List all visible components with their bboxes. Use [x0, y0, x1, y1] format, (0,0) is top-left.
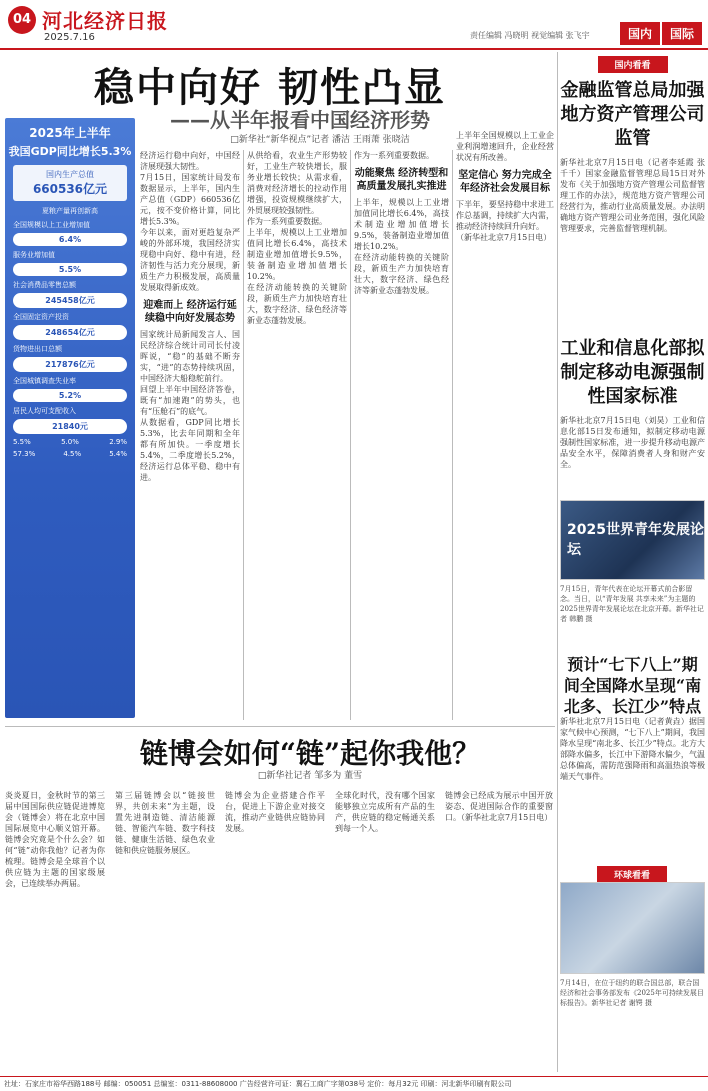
stat-label: 全国城镇调查失业率: [13, 377, 76, 385]
main-story-col3: [354, 150, 449, 720]
paragraph: 从供给看，农业生产形势较好，工业生产较快增长，服务业增长较快；从需求看，消费对经济增长的拉动作用增强，投资规模继续扩大，外贸展现较强韧性。: [247, 151, 347, 215]
main-story-col2: [247, 150, 347, 720]
column-rule: [557, 52, 558, 1072]
stat-value: 248654亿元: [13, 325, 127, 340]
forum-photo: [560, 500, 705, 580]
paragraph: 上半年全国规模以上工业企业利润增速回升，企业经营状况有所改善。: [456, 131, 554, 162]
stat-row: [13, 344, 127, 354]
paragraph: 经济运行稳中向好，中国经济展现强大韧性。: [140, 151, 240, 171]
footer: 社址：石家庄市裕华西路188号 邮编：050051 总编室：0311-88608000 广告经营许可证：冀石工商广字第038号 定价：每月32元 印刷：河北新华印刷有限公司: [0, 1076, 708, 1091]
stat-row: [13, 376, 127, 386]
stat-label: 服务业增加值: [13, 251, 55, 259]
section-subhead: 迎难而上 经济运行延续稳中向好发展态势: [143, 300, 237, 324]
section-tag-global: 环球看看: [597, 866, 667, 883]
pill-row: [13, 450, 127, 458]
stat-row: [13, 280, 127, 290]
story1-headline: 金融监管总局加强地方资产管理公司监管: [560, 80, 705, 149]
infographic-title: 2025年上半年: [29, 126, 111, 140]
editor-info: 责任编辑 冯晓明 视觉编辑 张飞宇: [470, 31, 590, 40]
paragraph: 上半年，规模以上工业增加值同比增长6.4%，高技术制造业增加值增长9.5%，装备制造业增加值增长10.2%。: [247, 228, 347, 281]
stat-row: [13, 220, 127, 230]
stat-row: [13, 312, 127, 322]
section-rule: [5, 726, 555, 727]
story3-text: 新华社北京7月15日电（记者黄垚）据国家气候中心预测，“七下八上”期间，我国降水呈现“南北多、长江少”特点。北方大部降水偏多，长江中下游降水偏少，气温总体偏高，需防范强降雨和高温热浪等极端天气事件。: [560, 717, 705, 781]
gdp-infographic: [5, 118, 135, 718]
section-subhead: 动能聚焦 经济转型和高质量发展扎实推进: [354, 168, 449, 192]
main-headline: 稳中向好 韧性凸显: [94, 64, 446, 111]
tab-domestic[interactable]: 国内: [620, 22, 660, 45]
section-subhead: 坚定信心 努力完成全年经济社会发展目标: [458, 170, 552, 194]
chain-expo-headline: 链博会如何“链”起你我他？: [139, 737, 481, 770]
stat-value: 6.4%: [13, 233, 127, 246]
paragraph: （新华社北京7月15日电）: [456, 233, 552, 242]
stat-value: 245458亿元: [13, 293, 127, 308]
pill-row: [13, 438, 127, 446]
paragraph: 下半年，要坚持稳中求进工作总基调，持续扩大内需，推动经济持续回升向好。: [456, 200, 554, 231]
stat-value: 21840元: [13, 419, 127, 434]
story1-text: 新华社北京7月15日电（记者李延霞 张千千）国家金融监督管理总局15日对外发布《关于加强地方资产管理公司监督管理工作的办法》，规范地方资产管理公司经营行为，推动行业高质量发展。办法明确地方资产管理公司业务范围，强化风险管理要求，完善监督管理机制。: [560, 158, 705, 233]
paragraph: 今年以来，面对更趋复杂严峻的外部环境，我国经济实现稳中向好、稳中有进，经济韧性与活力充分展现，新质生产力积极发展，高质量发展取得新成效。: [140, 228, 240, 292]
paragraph: 国家统计局新闻发言人、国民经济综合统计司司长付凌晖说，“稳”的基础不断夯实，“进”的态势持续巩固，中国经济大船稳舵前行。: [140, 330, 240, 383]
stat-value: 5.5%: [13, 263, 127, 276]
stat-row: [13, 406, 127, 416]
story2-headline: 工业和信息化部拟制定移动电源强制性国家标准: [560, 338, 705, 407]
main-story-col4: [456, 130, 554, 720]
un-photo-caption: 7月14日，在位于纽约的联合国总部，联合国经济和社会事务部发布《2025年可持续发展目标报告》。新华社记者 谢锷 摄: [560, 979, 704, 1007]
stat-label: 社会消费品零售总额: [13, 281, 76, 289]
stat-label: 居民人均可支配收入: [13, 407, 76, 415]
chain-story-col4: 全球化时代，没有哪个国家能够独立完成所有产品的生产，供应链的稳定畅通关系到每一个人。: [335, 791, 435, 833]
story3-headline: 预计“七下八上”期间全国降水呈现“南北多、长江少”特点: [563, 655, 702, 716]
infographic-note: 夏粮产量再创新高: [42, 207, 98, 215]
story2-text: 新华社北京7月15日电（刘昊）工业和信息化部15日发布通知，拟制定移动电源强制性国家标准，进一步提升移动电源产品安全水平，保障消费者人身和财产安全。: [560, 416, 705, 469]
stat-value: 217876亿元: [13, 357, 127, 372]
stat-label: 全国规模以上工业增加值: [13, 221, 90, 229]
paragraph: 从数据看，GDP同比增长5.3%，比去年同期和全年都有所加快。一季度增长5.4%，二季度增长5.2%，经济运行总体平稳、稳中有进。: [140, 418, 240, 482]
gdp-value: 660536亿元: [32, 182, 108, 196]
paragraph: 在经济动能转换的关键阶段，新质生产力加快培育壮大，数字经济、绿色经济等新业态蓬勃发展。: [247, 283, 347, 325]
publication-date: 2025.7.16: [44, 32, 95, 43]
paragraph: 上半年，规模以上工业增加值同比增长6.4%，高技术制造业增加值增长9.5%，装备制造业增加值增长10.2%。: [354, 198, 449, 251]
pill: 5.5%: [13, 438, 31, 446]
column-rule: [243, 150, 244, 720]
masthead: [0, 0, 708, 50]
column-rule: [452, 150, 453, 720]
stat-label: 全国固定资产投资: [13, 313, 69, 321]
forum-photo-caption: 7月15日，青年代表在论坛开幕式前合影留念。当日，以“青年发展 共享未来”为主题的2025世界青年发展论坛在北京开幕。新华社记者 韩鹏 摄: [560, 585, 704, 623]
chain-story-col2: 第三届链博会以“链接世界，共创未来”为主题，设置先进制造链、清洁能源链、智能汽车链、数字科技链、健康生活链、绿色农业链和供应链服务展区。: [115, 791, 215, 855]
section-tabs: [620, 22, 702, 45]
paragraph: 作为一系列重要数据。: [354, 151, 434, 160]
main-story-col1: [140, 150, 240, 720]
column-rule: [350, 150, 351, 720]
pill: 2.9%: [109, 438, 127, 446]
gdp-box: [13, 165, 127, 201]
photo-banner-text: 2025世界青年发展论坛: [567, 522, 704, 558]
paragraph: 回望上半年中国经济答卷，既有“加速跑”的势头，也有“压舱石”的底气。: [140, 385, 240, 416]
pill: 4.5%: [63, 450, 82, 458]
page-number: 04: [8, 6, 36, 34]
pill: 5.0%: [61, 438, 79, 446]
stat-label: 货物进出口总额: [13, 345, 62, 353]
chain-story-col1: 炎炎夏日，金秋时节的第三届中国国际供应链促进博览会（链博会）将在北京中国国际展览中心顺义馆开幕。链博会究竟是个什么会？如何“链”动你我他？记者为你梳理。链博会是全球首个以供应链为主题的国家级展会，已连续举办两届。: [5, 791, 105, 888]
chain-story-col3: 链博会为企业搭建合作平台，促进上下游企业对接交流，推动产业链供应链协同发展。: [225, 791, 325, 833]
chain-expo-byline: □新华社记者 邹多为 董雪: [257, 771, 363, 781]
section-tag: 国内看看: [598, 56, 668, 73]
un-photo: [560, 882, 705, 974]
tab-international[interactable]: 国际: [662, 22, 702, 45]
pill: 57.3%: [13, 450, 36, 458]
infographic-subtitle: 我国GDP同比增长5.3%: [8, 145, 132, 158]
stat-row: [13, 250, 127, 260]
main-byline: □新华社“新华视点”记者 潘洁 王雨萧 张晓洁: [230, 135, 410, 145]
chain-story-col5: 链博会已经成为展示中国开放姿态、促进国际合作的重要窗口。（新华社北京7月15日电）: [445, 791, 553, 822]
paragraph: 作为一系列重要数据。: [247, 217, 327, 226]
paragraph: 7月15日，国家统计局发布数据显示，上半年，国内生产总值（GDP）660536亿元，按不变价格计算，同比增长5.3%。: [140, 173, 240, 226]
gdp-label: 国内生产总值: [46, 170, 94, 179]
stat-value: 5.2%: [13, 389, 127, 402]
main-subhead: ——从半年报看中国经济形势: [170, 108, 430, 132]
paper-name: 河北经济日报: [42, 9, 168, 33]
paragraph: 在经济动能转换的关键阶段，新质生产力加快培育壮大，数字经济、绿色经济等新业态蓬勃发展。: [354, 253, 449, 295]
pill: 5.4%: [109, 450, 127, 458]
